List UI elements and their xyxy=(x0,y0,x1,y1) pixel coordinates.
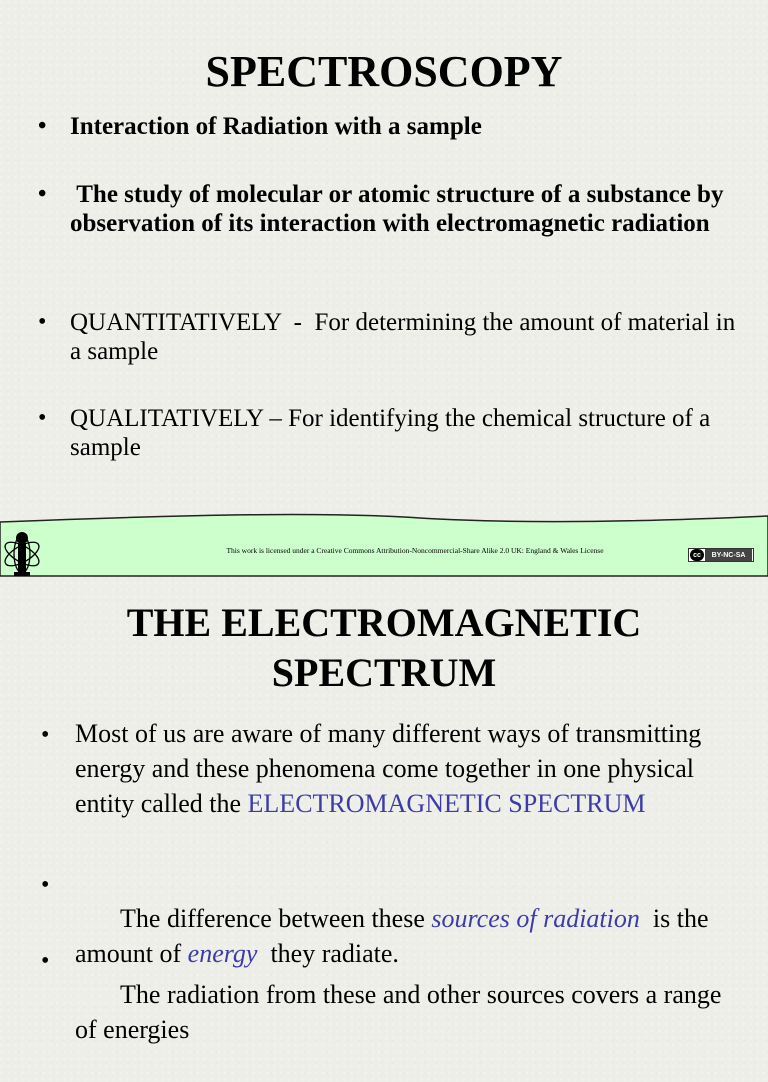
bullet-text: QUANTITATIVELY - For determining the amount of material in a sample xyxy=(70,309,742,365)
bullet-dot: • xyxy=(41,722,50,748)
bullet-item xyxy=(38,112,750,141)
highlight-term: energy xyxy=(187,939,258,968)
bullet-item xyxy=(38,404,750,462)
bullet-text: The study of molecular or atomic structure of a substance by observation of its interaction with electromagnetic radiation xyxy=(70,181,730,237)
license-text: This work is licensed under a Creative Commons Attribution-Noncommercial-Share Alike 2.0 UK: England & Wales License xyxy=(226,546,604,555)
bullet-dot: • xyxy=(38,181,47,207)
bullet-dot: • xyxy=(38,309,47,335)
bullet-text-part: they radiate. xyxy=(257,939,399,968)
microscope-atom-logo-icon xyxy=(0,526,46,578)
bullet-item xyxy=(38,180,750,238)
bullet-text: The radiation from these and other sources covers a range of energies xyxy=(75,980,728,1044)
bullet-dot: • xyxy=(41,872,50,898)
title-line-1: THE ELECTROMAGNETIC xyxy=(126,600,642,645)
bullet-dot: • xyxy=(38,113,47,139)
bullet-item xyxy=(41,942,745,1082)
slide-title xyxy=(0,598,768,698)
bullet-item xyxy=(38,308,750,366)
cc-icon: cc xyxy=(690,549,704,561)
bullet-text: Interaction of Radiation with a sample xyxy=(70,113,482,140)
highlight-term: sources of radiation xyxy=(431,904,640,933)
slide-title: SPECTROSCOPY xyxy=(205,47,563,96)
license-banner xyxy=(0,512,768,578)
highlight-term: ELECTROMAGNETIC SPECTRUM xyxy=(247,789,646,818)
bullet-dot: • xyxy=(38,405,47,431)
bullet-text: QUALITATIVELY – For identifying the chemical structure of a sample xyxy=(70,405,711,461)
title-line-2: SPECTRUM xyxy=(271,650,497,695)
banner-wave-shape xyxy=(0,512,768,578)
bullet-text-part: The difference between these xyxy=(114,904,432,933)
bullet-item xyxy=(41,716,745,821)
slide-electromagnetic-spectrum xyxy=(0,580,768,1044)
cc-terms-label: BY-NC-SA xyxy=(705,549,752,561)
bullet-dot: • xyxy=(41,948,50,974)
bullet-text: Most of us are aware of many different ways of transmitting energy and these phenomena come together in one physical entity called the xyxy=(75,719,702,818)
bullet-text-part: is the amount of xyxy=(75,904,715,968)
cc-license-badge[interactable] xyxy=(688,548,754,562)
